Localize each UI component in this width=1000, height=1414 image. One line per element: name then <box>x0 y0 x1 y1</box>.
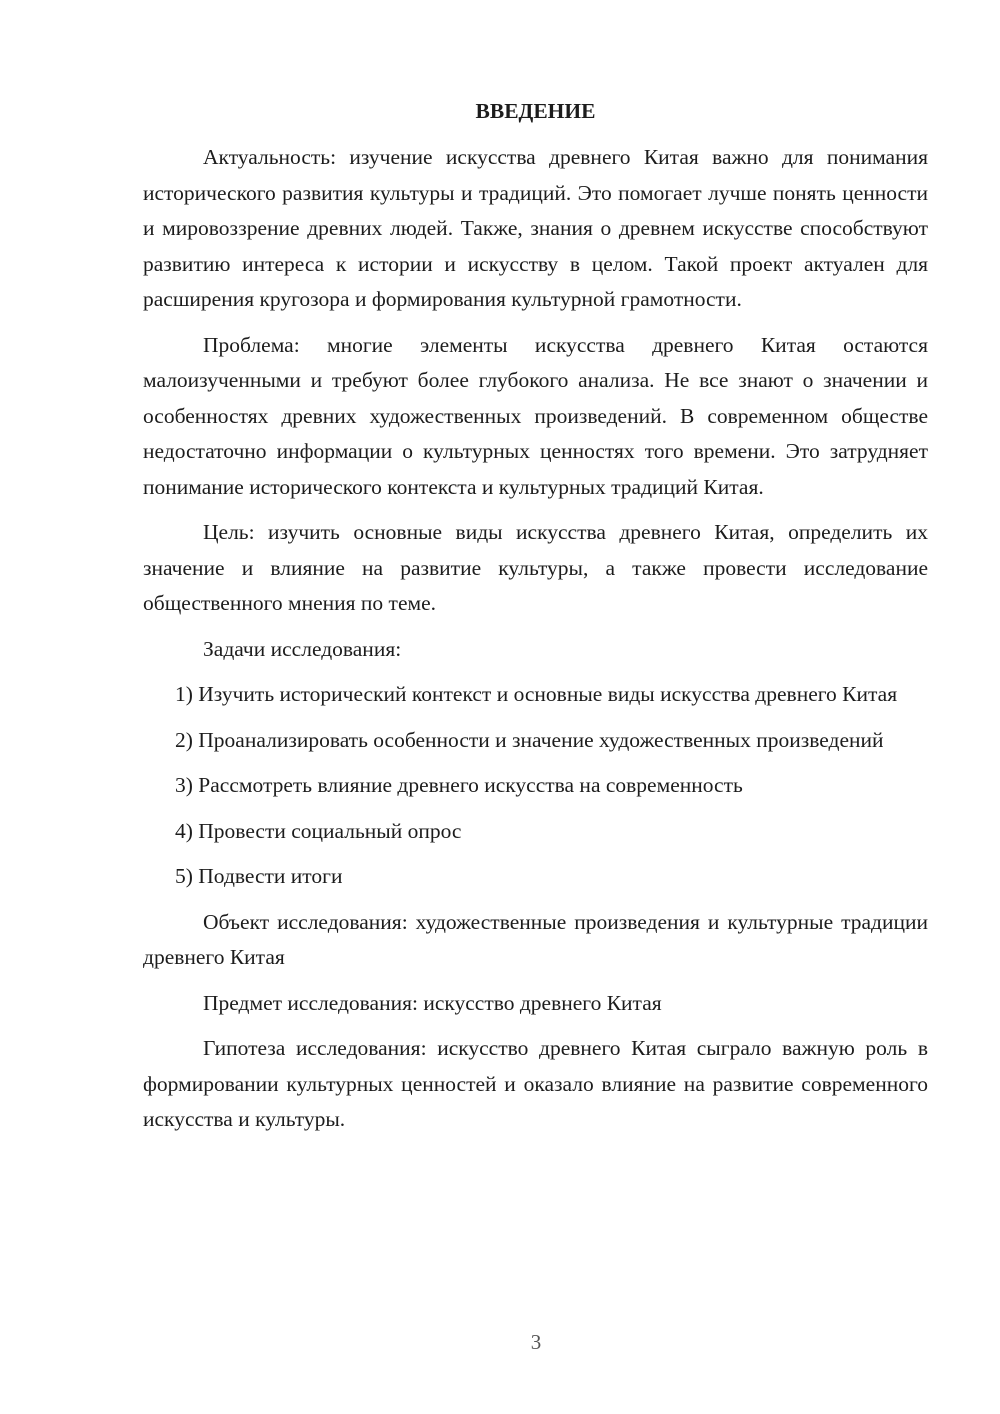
task-item: 5) Подвести итоги <box>175 864 343 888</box>
task-item: 1) Изучить исторический контекст и основные виды искусства древнего Китая <box>175 682 898 706</box>
problem-paragraph: Проблема: многие элементы искусства древнего Китая остаются малоизученными и требуют более глубокого анализа. Не все знают о значении и особенностях древних художественных произведений. В современном обществе недостаточно информации о культурных ценностях того времени. Это затрудняет понимание исторического контекста и культурных традиций Китая. <box>143 332 928 499</box>
subject-paragraph: Предмет исследования: искусство древнего Китая <box>203 990 662 1015</box>
tasks-title: Задачи исследования: <box>203 636 402 661</box>
hypothesis-paragraph: Гипотеза исследования: искусство древнего Китая сыграло важную роль в формировании культурных ценностей и оказало влияние на развитие современного искусства и культуры. <box>143 1036 928 1131</box>
relevance-paragraph: Актуальность: изучение искусства древнего Китая важно для понимания исторического развития культуры и традиций. Это помогает лучше понять ценности и мировоззрение древних людей. Также, знания о древнем искусстве способствуют развитию интереса к истории и искусству в целом. Такой проект актуален для расширения кругозора и формирования культурной грамотности. <box>143 145 928 311</box>
tasks-list <box>143 677 928 895</box>
task-item: 4) Провести социальный опрос <box>175 818 462 843</box>
goal-paragraph: Цель: изучить основные виды искусства древнего Китая, определить их значение и влияние на развитие культуры, а также провести исследование общественного мнения по теме. <box>143 520 928 615</box>
document-page <box>143 94 928 1148</box>
page-number: 3 <box>530 1330 542 1354</box>
task-item: 3) Рассмотреть влияние древнего искусства на современность <box>175 773 743 797</box>
object-paragraph: Объект исследования: художественные произведения и культурные традиции древнего Китая <box>143 909 928 969</box>
task-item: 2) Проанализировать особенности и значение художественных произведений <box>175 727 884 752</box>
page-title: ВВЕДЕНИЕ <box>475 99 596 123</box>
